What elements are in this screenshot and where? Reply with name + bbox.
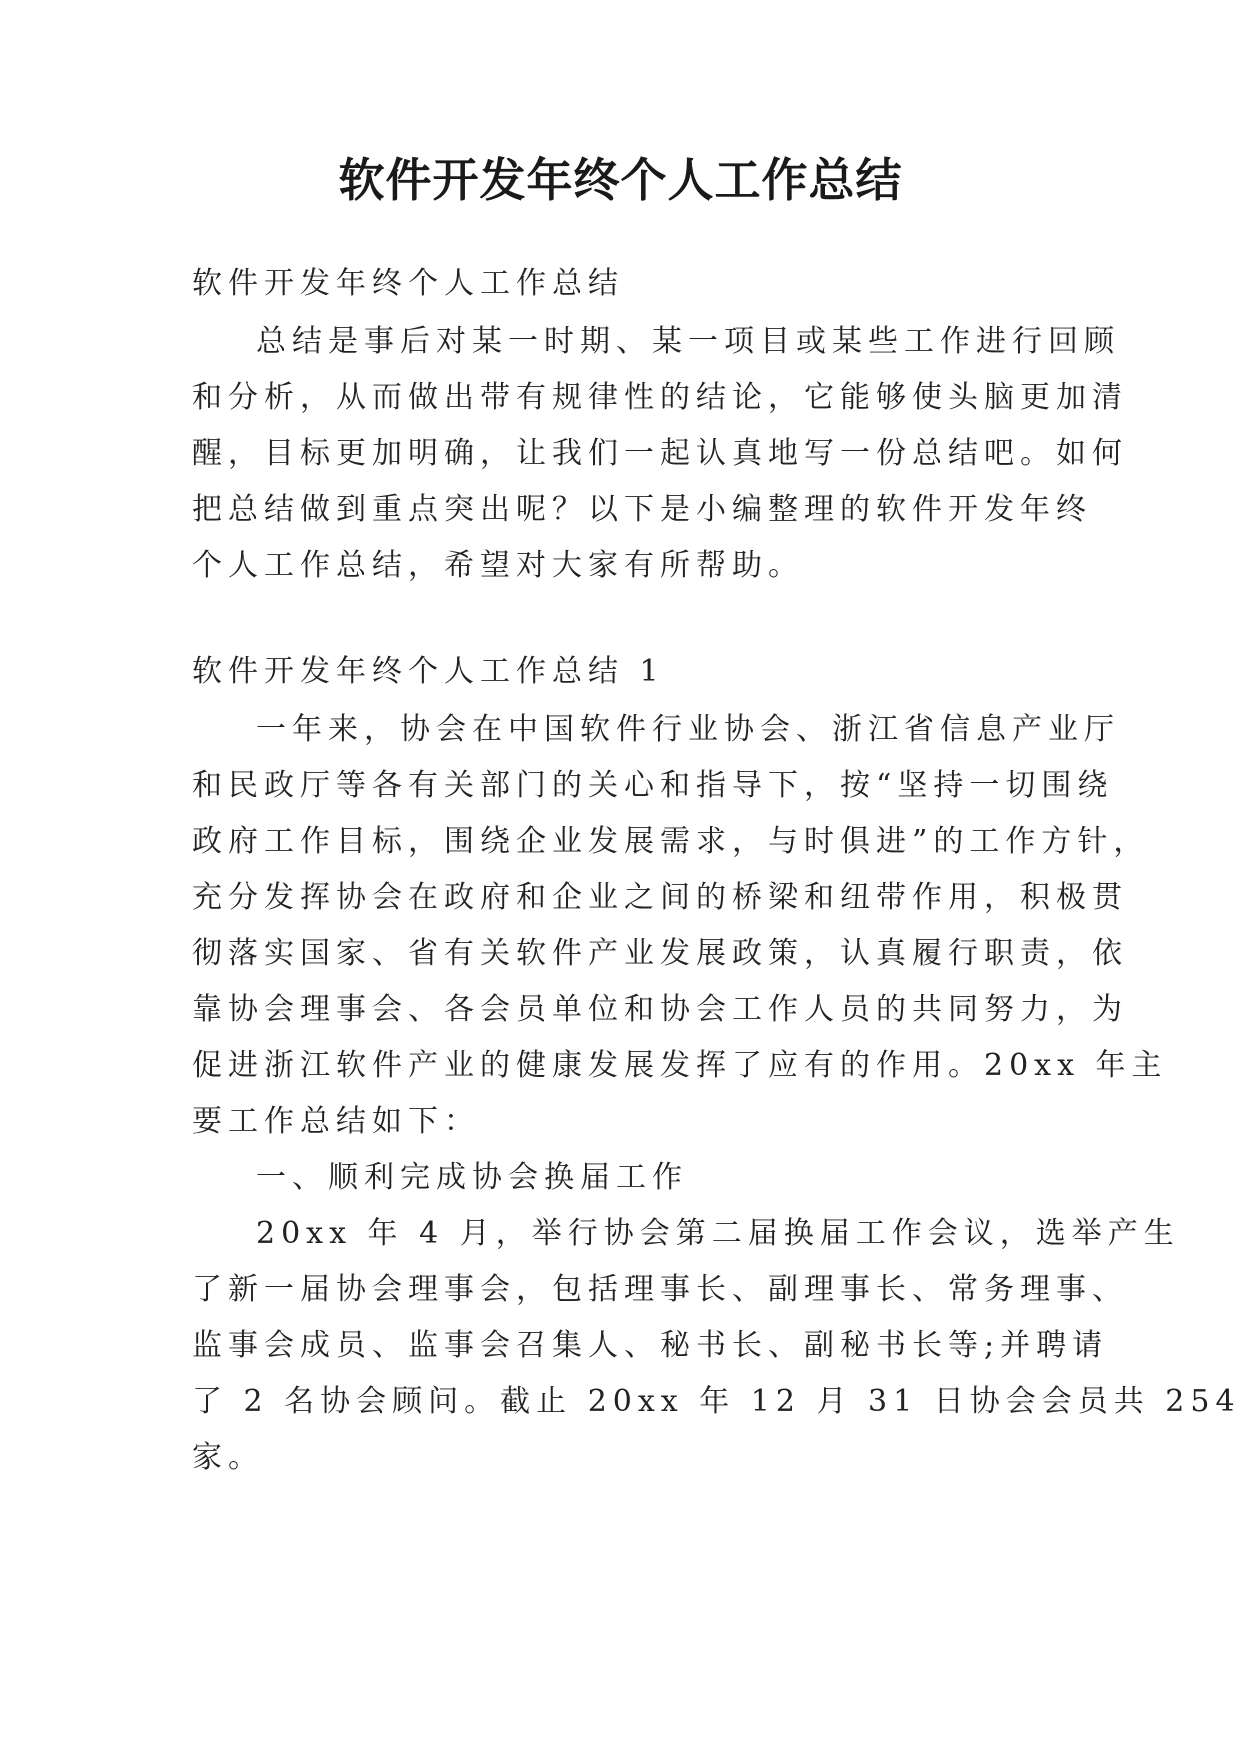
paragraph-line: 充分发挥协会在政府和企业之间的桥梁和纽带作用，积极贯 bbox=[192, 880, 1128, 915]
paragraph-line: 监事会成员、监事会召集人、秘书长、副秘书长等;并聘请 bbox=[192, 1328, 1109, 1363]
subtitle-line: 软件开发年终个人工作总结 bbox=[192, 266, 624, 301]
paragraph-line: 了新一届协会理事会，包括理事长、副理事长、常务理事、 bbox=[192, 1272, 1128, 1307]
intro-line: 把总结做到重点突出呢？以下是小编整理的软件开发年终 bbox=[192, 492, 1092, 527]
paragraph-line: 政府工作目标，围绕企业发展需求，与时俱进”的工作方针， bbox=[192, 824, 1150, 859]
document-title: 软件开发年终个人工作总结 bbox=[338, 153, 903, 207]
paragraph-line: 一年来，协会在中国软件行业协会、浙江省信息产业厅 bbox=[256, 712, 1120, 747]
paragraph-line: 靠协会理事会、各会员单位和协会工作人员的共同努力，为 bbox=[192, 992, 1128, 1027]
paragraph-line: 家。 bbox=[192, 1440, 264, 1475]
paragraph-line: 20xx 年 4 月，举行协会第二届换届工作会议，选举产生 bbox=[256, 1216, 1180, 1251]
paragraph-line: 要工作总结如下： bbox=[192, 1104, 480, 1139]
subsection-heading: 一、顺利完成协会换届工作 bbox=[256, 1160, 688, 1195]
paragraph-line: 和民政厅等各有关部门的关心和指导下，按“坚持一切围绕 bbox=[192, 768, 1114, 803]
intro-line: 和分析，从而做出带有规律性的结论，它能够使头脑更加清 bbox=[192, 380, 1128, 415]
paragraph-line: 彻落实国家、省有关软件产业发展政策，认真履行职责，依 bbox=[192, 936, 1128, 971]
intro-line: 个人工作总结，希望对大家有所帮助。 bbox=[192, 548, 804, 583]
paragraph-line: 促进浙江软件产业的健康发展发挥了应有的作用。20xx 年主 bbox=[192, 1048, 1168, 1083]
intro-line: 总结是事后对某一时期、某一项目或某些工作进行回顾 bbox=[256, 324, 1120, 359]
paragraph-line: 了 2 名协会顾问。截止 20xx 年 12 月 31 日协会会员共 254 bbox=[192, 1384, 1241, 1419]
section-heading: 软件开发年终个人工作总结 1 bbox=[192, 654, 665, 689]
intro-line: 醒，目标更加明确，让我们一起认真地写一份总结吧。如何 bbox=[192, 436, 1128, 471]
